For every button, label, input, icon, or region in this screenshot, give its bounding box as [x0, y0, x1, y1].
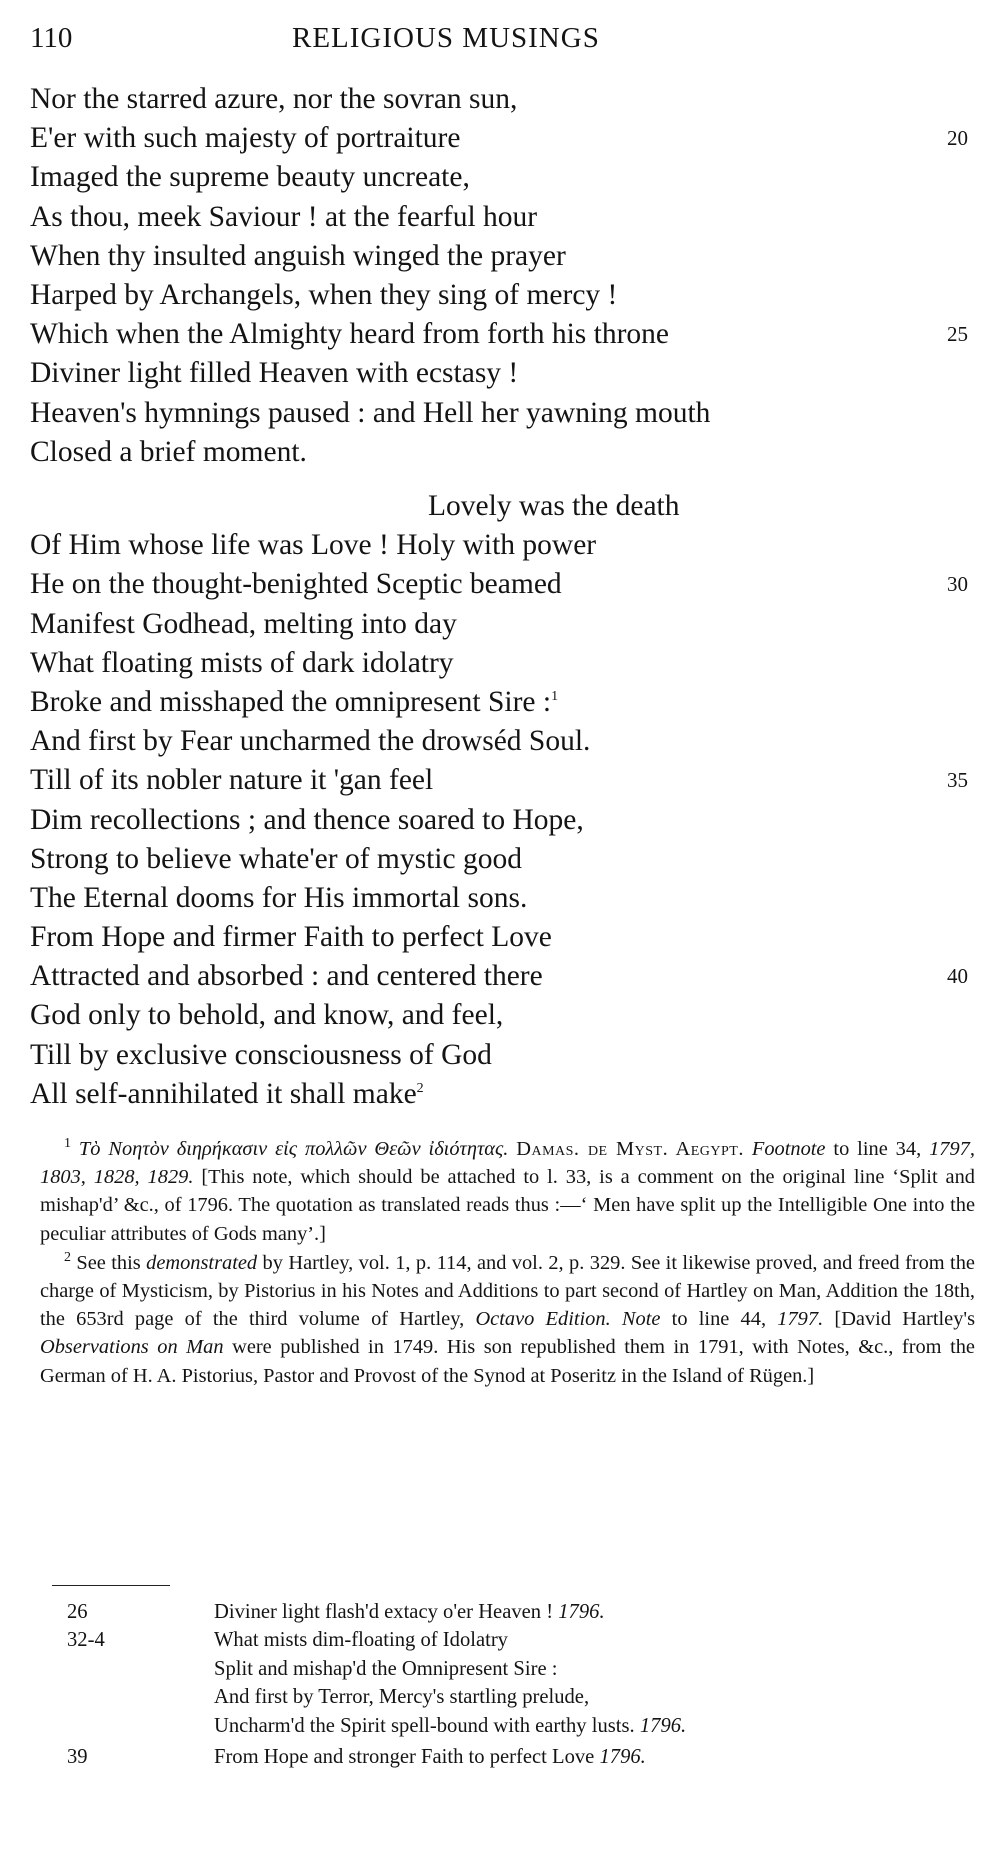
variant-year: 1796. — [639, 1714, 687, 1737]
page-header — [30, 22, 970, 66]
poem-line: From Hope and firmer Faith to perfect Love — [30, 921, 552, 954]
poem-line: Closed a brief moment. — [30, 435, 307, 468]
variant-ref: 32-4 — [67, 1629, 105, 1652]
poem-line: He on the thought-benighted Sceptic beamed 30 — [30, 565, 960, 604]
footnotes — [40, 1135, 975, 1390]
footnote-1: $^1$ Τὸ Νοητὸν διηρήκασιν εἰς πολλῶν Θεῶν ἰδιότητας. Damas. de Myst. Aegypt. Footnote to line 34, 1797, 1803, 1828, 1829. [This note, which should be attached to l. 33, is a comment on the original line ‘Split and mishap'd’ &c., of 1796. The quotation as translated reads thus :—‘ Men have split up the Intelligible One into the peculiar attributes of Gods many’.] — [40, 1136, 975, 1245]
line-number: 30 — [947, 572, 968, 597]
variant-line-39: 39 From Hope and stronger Faith to perfect Love 1796. — [52, 1743, 982, 1771]
line-number: 25 — [947, 322, 968, 347]
poem-line: Harped by Archangels, when they sing of mercy ! — [30, 278, 618, 311]
variant-ref: 26 — [67, 1601, 88, 1623]
poem-line: Of Him whose life was Love ! Holy with power — [30, 529, 597, 562]
poem-line: Diviner light filled Heaven with ecstasy ! — [30, 357, 519, 390]
footnote-marker: 1 — [64, 1136, 71, 1152]
running-title: RELIGIOUS MUSINGS — [292, 22, 600, 54]
variant-line-26: 26 Diviner light flash'd extacy o'er Heaven ! 1796. — [52, 1598, 982, 1626]
poem-stanza-1 — [30, 80, 968, 472]
poem-line: What floating mists of dark idolatry — [30, 646, 454, 679]
variant-ref: 39 — [67, 1746, 88, 1769]
poem-line: All self-annihilated it shall make$^2$ — [30, 1077, 424, 1110]
variant-lines-32-4: 32-4 What mists dim-floating of Idolatry Split and mishap'd the Omnipresent Sire : And first by Terror, Mercy's startling prelude, Uncharm'd the Spirit spell-bound with earthy lusts. 1796. — [52, 1626, 982, 1740]
greek-quotation: Τὸ Νοητὸν διηρήκασιν εἰς πολλῶν Θεῶν ἰδιότητας. — [78, 1138, 509, 1160]
poem-line: And first by Fear uncharmed the drowséd Soul. — [30, 725, 591, 758]
poem-line: God only to behold, and know, and feel, — [30, 999, 504, 1032]
poem-line: E'er with such majesty of portraiture 20 — [30, 119, 960, 158]
footnote-marker: 2 — [64, 1250, 71, 1266]
footnote-ref: 2 — [416, 1080, 424, 1096]
poem-half-line: Lovely was the death — [428, 490, 680, 522]
poem-line: Heaven's hymnings paused : and Hell her yawning mouth — [30, 396, 711, 429]
poem-line: As thou, meek Saviour ! at the fearful hour — [30, 200, 538, 233]
poem-line: Which when the Almighty heard from forth his throne 25 — [30, 315, 960, 354]
poem-line: Till by exclusive consciousness of God — [30, 1038, 492, 1071]
line-number: 35 — [947, 768, 968, 793]
poem-line: Broke and misshaped the omnipresent Sire :$^1$ — [30, 685, 559, 718]
poem-line: Manifest Godhead, melting into day — [30, 607, 457, 640]
poem-line: Nor the starred azure, nor the sovran sun, — [30, 83, 518, 115]
variant-year: 1796. — [558, 1601, 605, 1623]
line-number: 20 — [947, 126, 968, 151]
page-number: 110 — [30, 22, 73, 54]
variant-year: 1796. — [599, 1746, 646, 1769]
poem-stanza-2 — [30, 487, 968, 1114]
poem-line: Attracted and absorbed : and centered there 40 — [30, 957, 960, 996]
poem-line: The Eternal dooms for His immortal sons. — [30, 881, 528, 914]
poem-line: Strong to believe whate'er of mystic good — [30, 842, 522, 875]
poem-line: When thy insulted anguish winged the prayer — [30, 239, 566, 272]
poem-line: Dim recollections ; and thence soared to Hope, — [30, 803, 584, 836]
textual-variants — [52, 1598, 982, 1771]
footnote-2: $^2$ See this demonstrated by Hartley, vol. 1, p. 114, and vol. 2, p. 329. See it likewise proved, and freed from the charge of Mysticism, by Pistorius in his Notes and Additions to part second of Hartley on Man, Addition the 18th, the 653rd page of the third volume of Hartley, Octavo Edition. Note to line 44, 1797. [David Hartley's Observations on Man were published in 1749. His son republished them in 1791, with Notes, &c., from the German of H. A. Pistorius, Pastor and Provost of the Synod at Poseritz in the Island of Rügen.] — [40, 1250, 975, 1387]
variants-divider — [52, 1585, 170, 1586]
poem-line: Till of its nobler nature it 'gan feel 35 — [30, 761, 960, 800]
footnote-ref: 1 — [551, 689, 559, 705]
poem-line: Imaged the supreme beauty uncreate, — [30, 161, 470, 194]
source-citation: Damas. de Myst. Aegypt. — [516, 1138, 744, 1160]
line-number: 40 — [947, 964, 968, 989]
